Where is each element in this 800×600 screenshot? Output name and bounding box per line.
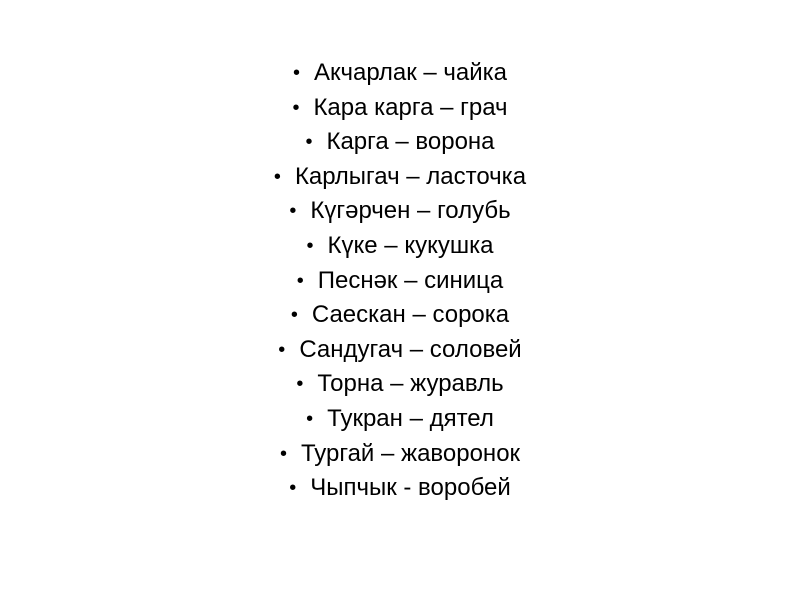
- bullet-icon: •: [296, 269, 304, 292]
- bullet-icon: •: [289, 477, 297, 500]
- list-item-text: Песнәк – синица: [317, 266, 504, 294]
- bullet-icon: •: [292, 96, 300, 119]
- bullet-icon: •: [289, 200, 297, 223]
- list-item: [0, 194, 800, 229]
- list-item: [0, 333, 800, 368]
- list-item-text: Карга – ворона: [326, 128, 495, 156]
- list-item: [0, 264, 800, 299]
- list-item-text: Күгәрчен – голубь: [310, 197, 511, 225]
- bullet-icon: •: [273, 165, 281, 188]
- list-item-text: Күке – кукушка: [327, 231, 494, 259]
- list-item: [0, 160, 800, 195]
- list-item-text: Тургай – жаворонок: [300, 439, 521, 467]
- bullet-icon: •: [292, 62, 300, 84]
- list-item: [0, 402, 800, 437]
- list-item: [0, 91, 800, 126]
- bullet-icon: •: [306, 407, 314, 430]
- list-item-text: Чыпчык - воробей: [310, 474, 511, 502]
- list-item: [0, 437, 800, 472]
- bullet-icon: •: [306, 234, 314, 257]
- list-item-text: Карлыгач – ласточка: [294, 162, 527, 190]
- list-item-text: Тукран – дятел: [327, 404, 494, 432]
- list-item-text: Сандугач – соловей: [299, 335, 522, 363]
- list-item: [0, 125, 800, 160]
- list-item: [0, 367, 800, 402]
- list-item-text: Торна – журавль: [317, 370, 504, 398]
- bullet-icon: •: [305, 131, 313, 154]
- list-item-text: Акчарлак – чайка: [313, 59, 508, 86]
- bullet-icon: •: [279, 442, 287, 465]
- list-item: [0, 471, 800, 506]
- list-item: [0, 298, 800, 333]
- bullet-icon: •: [290, 304, 298, 327]
- list-item: [0, 56, 800, 91]
- list-item: [0, 229, 800, 264]
- list-item-text: Кара карга – грач: [313, 93, 508, 121]
- bullet-icon: •: [278, 338, 286, 361]
- list-item-text: Саескан – сорока: [311, 301, 510, 329]
- bird-word-list: [0, 56, 800, 506]
- bullet-icon: •: [296, 373, 304, 396]
